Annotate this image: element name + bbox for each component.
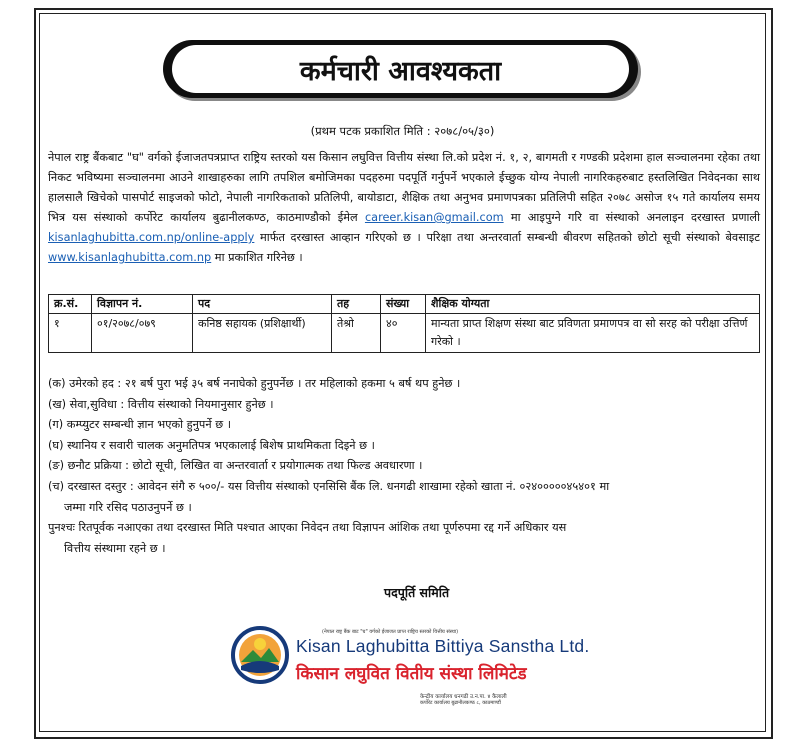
col-header-ad-no: विज्ञापन नं. — [92, 295, 193, 314]
col-header-post: पद — [193, 295, 332, 314]
logo-emblem-icon — [231, 626, 289, 684]
condition-facilities: (ख) सेवा,सुविधा : वित्तीय संस्थाको नियमानुसार हुनेछ । — [48, 397, 274, 411]
logo-name-english: Kisan Laghubitta Bittiya Sanstha Ltd. — [296, 636, 590, 656]
cell-post: कनिष्ठ सहायक (प्रशिक्षार्थी) — [193, 314, 332, 353]
condition-selection: (ङ) छनौट प्रक्रिया : छोटो सूची, लिखित वा अन्तरवार्ता र प्रयोगात्मक तथा फिल्ड अवधारणा । — [48, 459, 423, 473]
published-date: (प्रथम पटक प्रकाशित मिति : २०७८/०५/३०) — [310, 124, 495, 138]
col-header-sn: क्र.सं. — [49, 295, 92, 314]
website-link[interactable]: www.kisanlaghubitta.com.np — [48, 251, 212, 264]
notice-text-2: मा आइपुग्ने गरि वा संस्थाको अनलाइन दरखास्त प्रणाली — [503, 211, 760, 224]
col-header-qualification: शैक्षिक योग्यता — [426, 295, 760, 314]
online-apply-link[interactable]: kisanlaghubitta.com.np/online-apply — [48, 231, 255, 244]
condition-priority: (घ) स्थानिय र सवारी चालक अनुमतिपत्र भएकालाई बिशेष प्राथमिकता दिइने छ । — [48, 438, 375, 452]
postscript-continued: वित्तीय संस्थामा रहने छ । — [64, 541, 166, 555]
table-row — [49, 314, 760, 353]
cell-ad-no: ०१/२०७८/०७९ — [92, 314, 193, 353]
postscript: पुनश्चः रितपूर्वक नआएका तथा दरखास्त मिति पश्चात आएका निवेदन तथा विज्ञापन आंशिक तथा पूर्णरुपमा रद्द गर्ने अधिकार यस — [48, 521, 567, 535]
notice-text-4: मा प्रकाशित गरिनेछ । — [211, 251, 303, 264]
cell-qualification: मान्यता प्राप्त शिक्षण संस्था बाट प्रविणता प्रमाणपत्र वा सो सरह को परीक्षा उत्तिर्ण गरेको । — [426, 314, 760, 353]
vacancy-table — [48, 294, 760, 353]
page-title: कर्मचारी आवश्यकता — [172, 45, 629, 93]
condition-age: (क) उमेरको हद : २१ बर्ष पुरा भई ३५ बर्ष ननाघेको हुनुपर्नेछ । तर महिलाको हकमा ५ बर्ष थप हुनेछ । — [48, 377, 461, 390]
condition-fee: (च) दरखास्त दस्तुर : आवेदन संगै रु ५००/- यस वित्तीय संस्थाको एनसिसि बैंक लि. धनगढी शाखामा रहेको खाता नं. ०२४०००००४५४०१ मा — [48, 479, 610, 493]
cell-count: ४० — [381, 314, 426, 353]
condition-fee-continued: जम्मा गरि रसिद पठाउनुपर्ने छ । — [64, 500, 192, 514]
conditions-list — [48, 374, 762, 559]
signature-committee: पदपूर्ति समिति — [384, 585, 450, 600]
col-header-level: तह — [332, 295, 381, 314]
cell-sn: १ — [49, 314, 92, 353]
notice-text-3: मार्फत दरखास्त आव्हान गरिएको छ । परिक्षा तथा अन्तरवार्ता सम्बन्धी बीवरण सहितको छोटो सूची संस्थाको बेवसाइट — [254, 231, 760, 244]
col-header-count: संख्या — [381, 295, 426, 314]
logo-address-central: केन्द्रीय कार्यालय धनगढी उ.न.पा. ४ कैलाली — [420, 694, 507, 700]
email-link[interactable]: career.kisan@gmail.com — [364, 211, 504, 224]
inner-border — [39, 13, 766, 732]
condition-computer: (ग) कम्प्युटर सम्बन्धी ज्ञान भएको हुनुपर्ने छ । — [48, 418, 232, 432]
logo-address-corporate: कर्पोरेट कार्यालय बुढानीलकण्ठ ८, काठमाण्डौं — [420, 700, 501, 706]
logo-name-nepali: किसान लघुवित वितीय संस्था लिमिटेड — [296, 664, 527, 684]
cell-level: तेश्रो — [332, 314, 381, 353]
logo-tagline: (नेपाल राष्ट्र बैंक बाट "घ" वर्गको ईजाजत प्राप्त राष्ट्रिय स्तरको वित्तीय संस्था) — [322, 629, 459, 635]
table-header-row — [49, 295, 760, 314]
notice-text-1: नेपाल राष्ट्र बैंकबाट "घ" वर्गको ईजाजतपत्रप्राप्त राष्ट्रिय स्तरको यस किसान लघुवित्त वित्तीय संस्था लि.को प्रदेश नं. १, २, बागमती र गण्डकी प्रदेशमा हाल सञ्चालनमा रहेका तथा निकट भविष्यमा सञ्चालनमा आउने शाखाहरुका लागि तपशिल बमोजिमका पदहरुमा पदपूर्ति गर्नुपर्ने भएकाले ईच्छुक योग्य नेपाली नागरिकहरुबाट हस्तलिखित निवेदनका साथ हालसालै खिचेको पासपोर्ट साइजको फोटो, नेपाली नागरिकताको प्रतिलिपी, बायोडाटा, शैक्षिक तथा अनुभव प्रमाणपत्रका प्रतिलिपी सहित २०७८ असोज १५ गते कार्यालय समय भित्र यस संस्थाको कर्पोरेट कार्यालय बुढानीलकण्ठ, काठमाण्डौको ईमेल — [48, 151, 760, 224]
notice-paragraph — [48, 148, 760, 268]
